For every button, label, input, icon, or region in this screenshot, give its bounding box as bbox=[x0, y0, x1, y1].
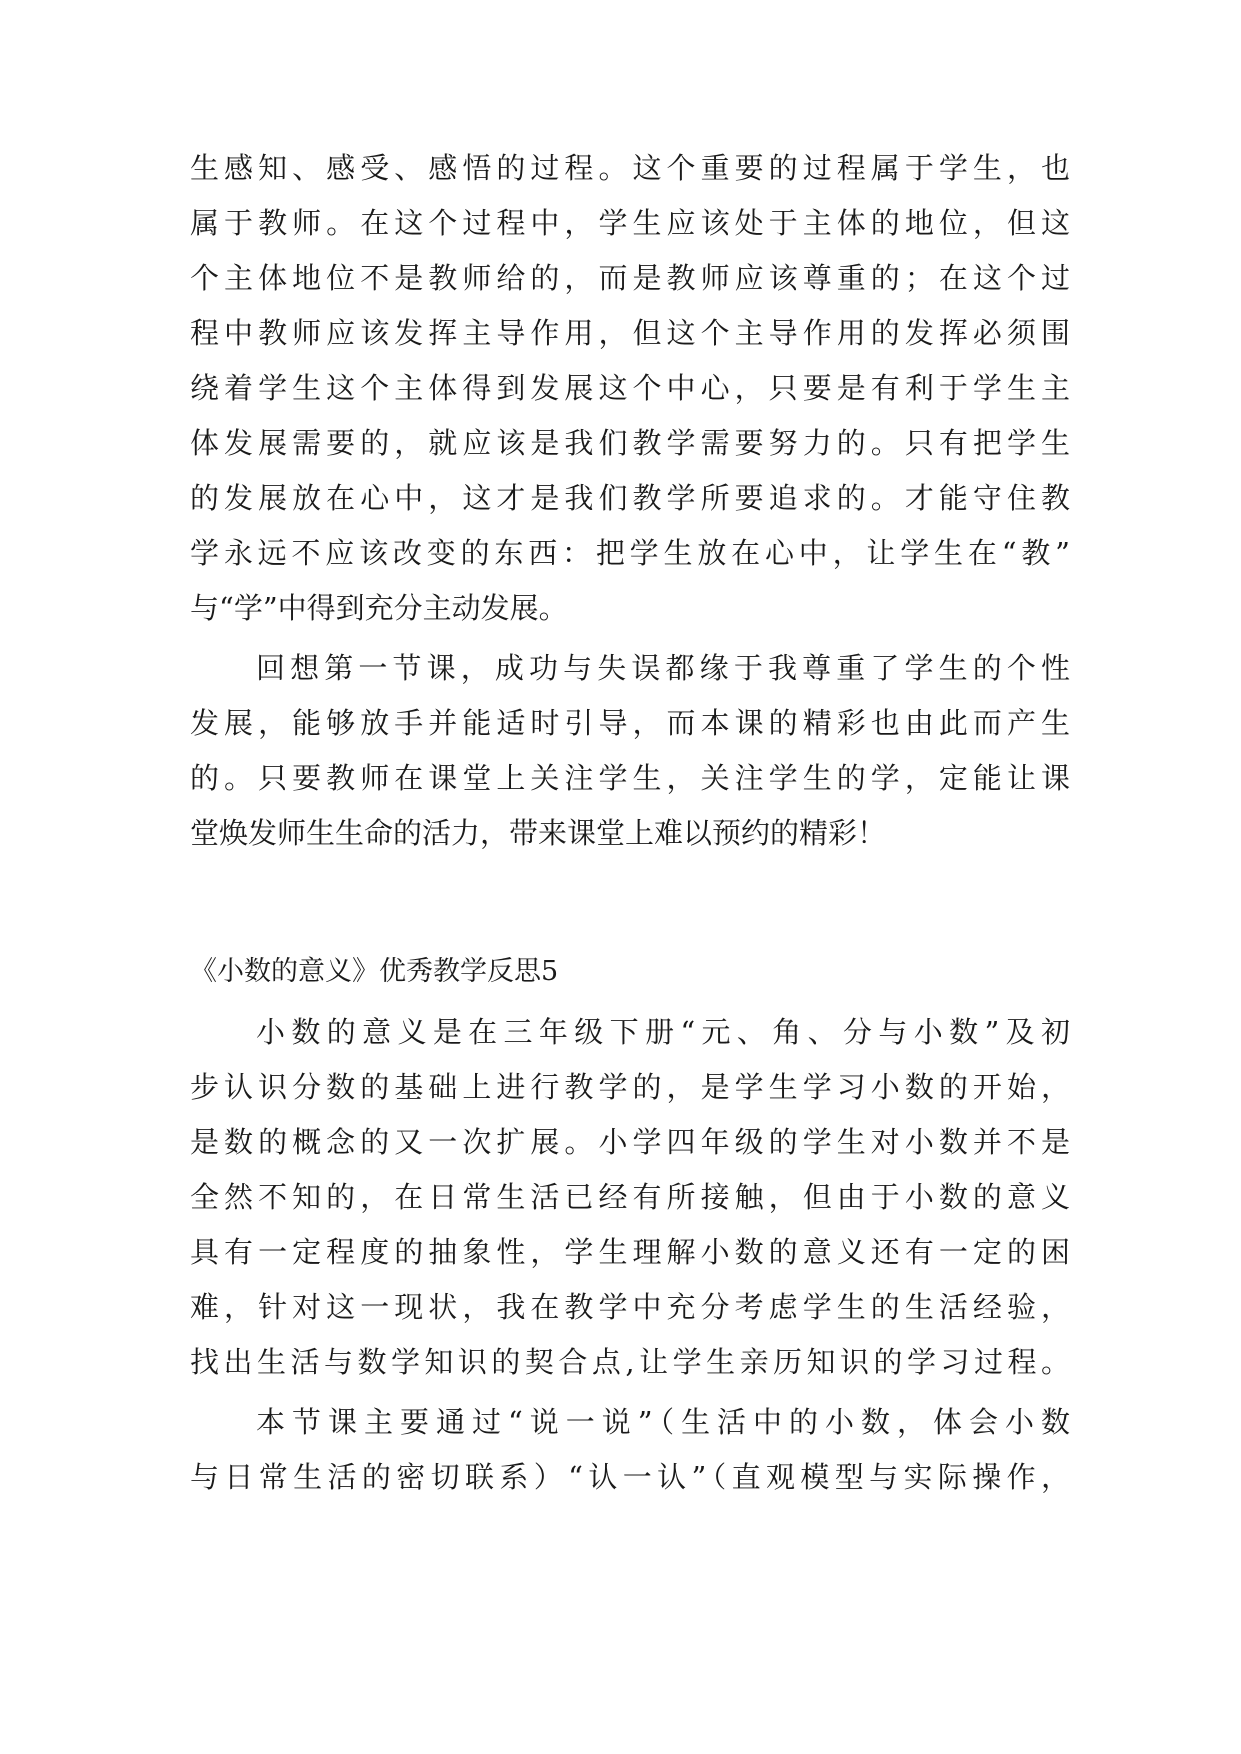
paragraph-line: 步认识分数的基础上进行教学的，是学生学习小数的开始， bbox=[190, 1070, 1070, 1104]
paragraph-line: 堂焕发师生生命的活力，带来课堂上难以预约的精彩！ bbox=[190, 816, 887, 850]
paragraph-line: 与日常生活的密切联系）“认一认”（直观模型与实际操作， bbox=[190, 1460, 1070, 1494]
paragraph-line: 绕着学生这个主体得到发展这个中心，只要是有利于学生主 bbox=[190, 371, 1070, 405]
paragraph-line: 小数的意义是在三年级下册“元、角、分与小数”及初 bbox=[256, 1015, 1070, 1049]
paragraph-line: 全然不知的，在日常生活已经有所接触，但由于小数的意义 bbox=[190, 1180, 1070, 1214]
paragraph-line: 本节课主要通过“说一说”（生活中的小数，体会小数 bbox=[256, 1405, 1070, 1439]
paragraph-line: 学永远不应该改变的东西：把学生放在心中，让学生在“教” bbox=[190, 536, 1070, 570]
paragraph-line: 属于教师。在这个过程中，学生应该处于主体的地位，但这 bbox=[190, 206, 1070, 240]
section-heading: 《小数的意义》优秀教学反思5 bbox=[190, 956, 559, 987]
paragraph-line: 程中教师应该发挥主导作用，但这个主导作用的发挥必须围 bbox=[190, 316, 1070, 350]
paragraph-line: 难，针对这一现状，我在教学中充分考虑学生的生活经验， bbox=[190, 1290, 1070, 1324]
paragraph-line: 与“学”中得到充分主动发展。 bbox=[190, 591, 568, 625]
paragraph-line: 个主体地位不是教师给的，而是教师应该尊重的；在这个过 bbox=[190, 261, 1070, 295]
paragraph-line: 具有一定程度的抽象性，学生理解小数的意义还有一定的困 bbox=[190, 1235, 1070, 1269]
paragraph-line: 体发展需要的，就应该是我们教学需要努力的。只有把学生 bbox=[190, 426, 1070, 460]
paragraph-line: 是数的概念的又一次扩展。小学四年级的学生对小数并不是 bbox=[190, 1125, 1070, 1159]
paragraph-line: 的。只要教师在课堂上关注学生，关注学生的学，定能让课 bbox=[190, 761, 1070, 795]
paragraph-line: 找出生活与数学知识的契合点,让学生亲历知识的学习过程。 bbox=[190, 1345, 1070, 1379]
paragraph-line: 生感知、感受、感悟的过程。这个重要的过程属于学生，也 bbox=[190, 151, 1070, 185]
paragraph-line: 回想第一节课，成功与失误都缘于我尊重了学生的个性 bbox=[256, 651, 1070, 685]
paragraph-line: 的发展放在心中，这才是我们教学所要追求的。才能守住教 bbox=[190, 481, 1070, 515]
paragraph-line: 发展，能够放手并能适时引导，而本课的精彩也由此而产生 bbox=[190, 706, 1070, 740]
